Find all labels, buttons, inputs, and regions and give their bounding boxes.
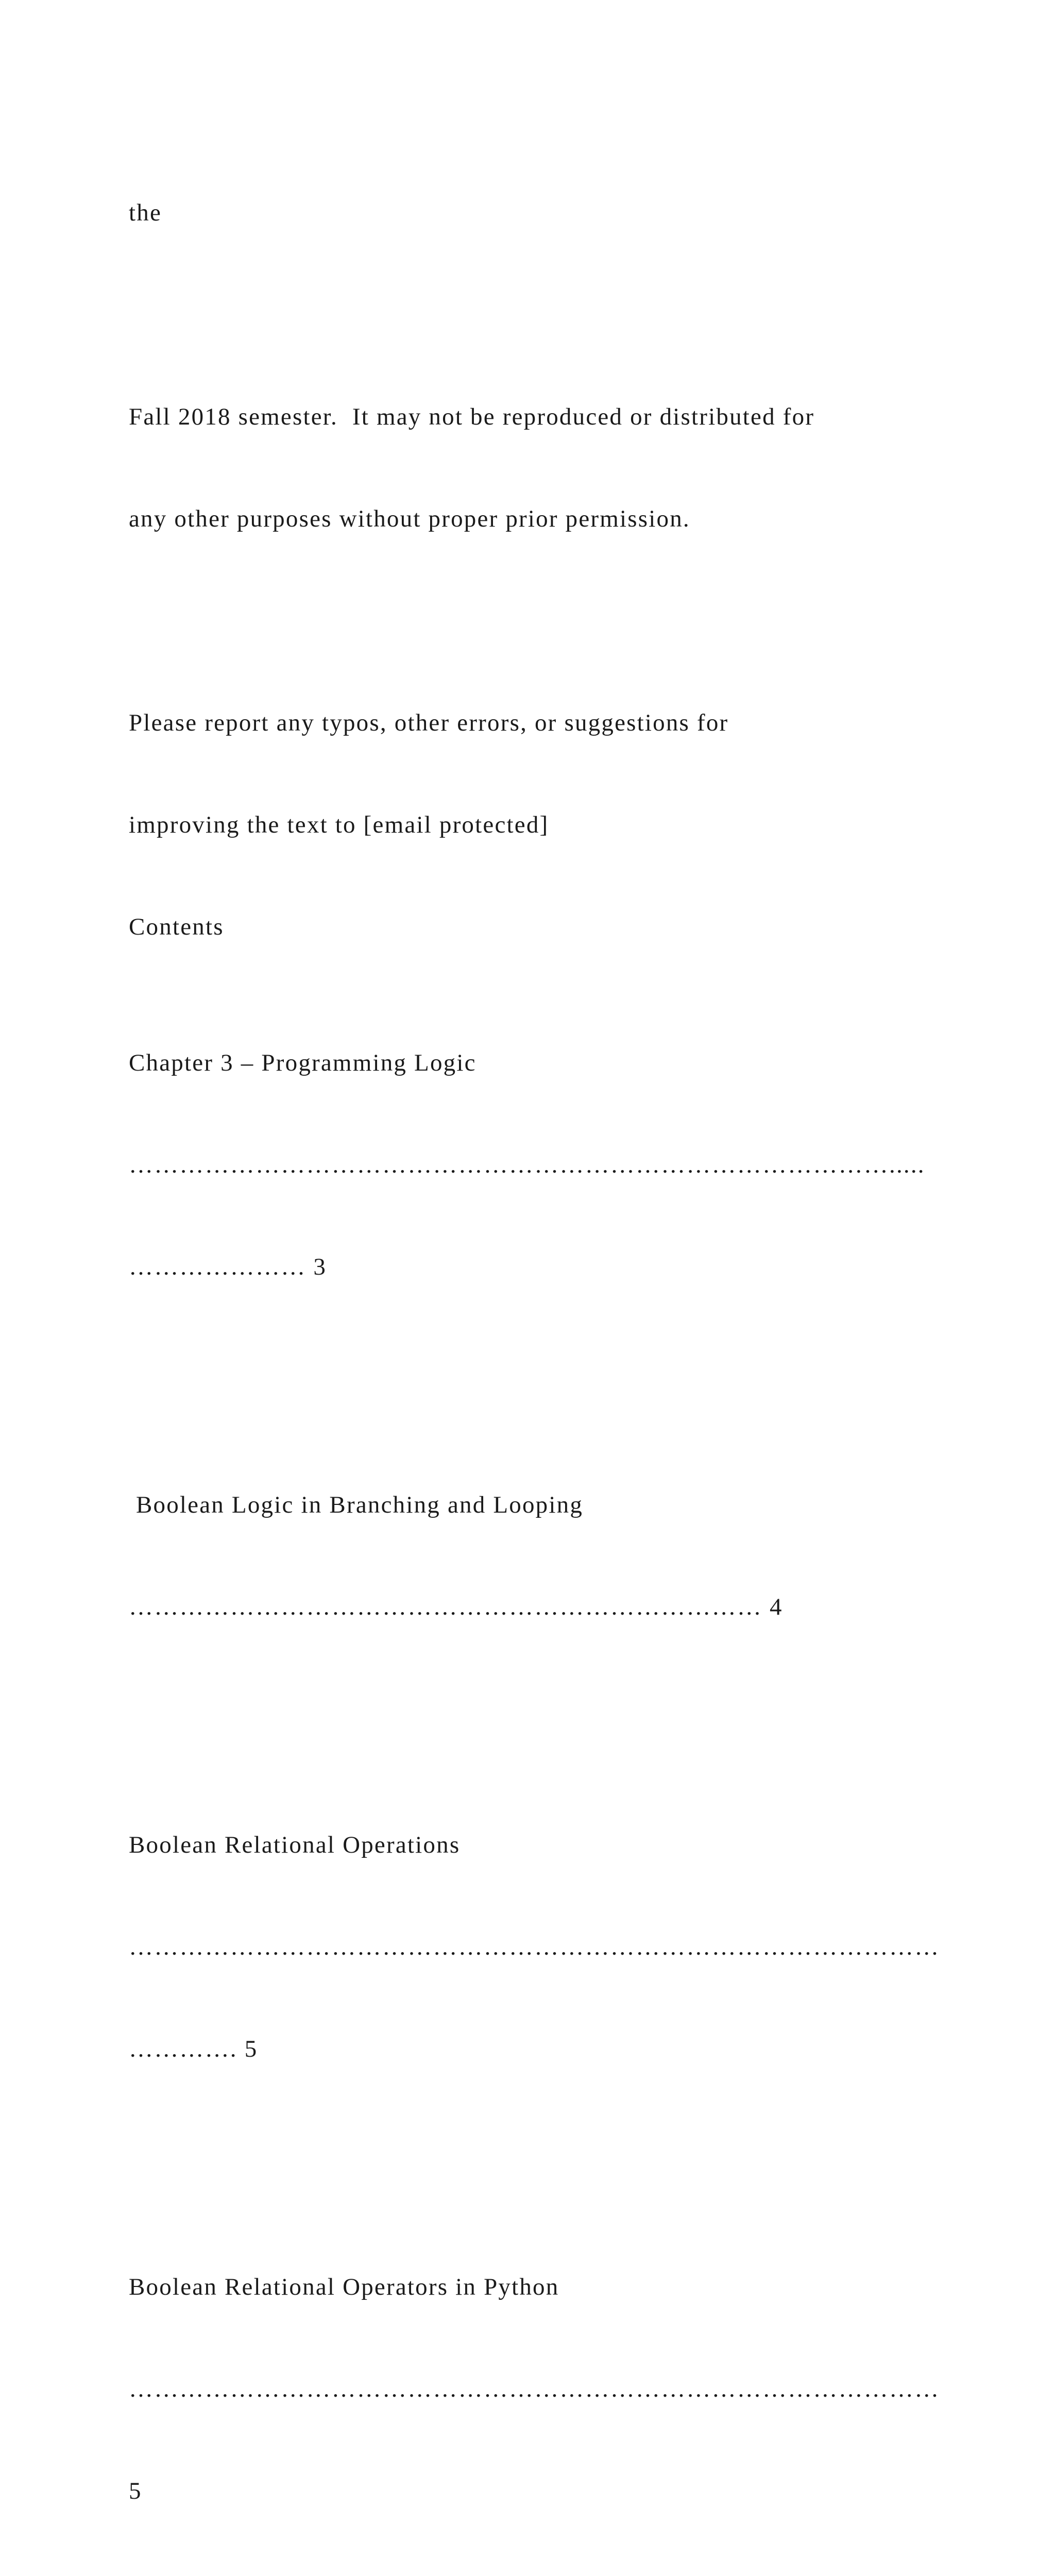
blank-line [129, 604, 943, 638]
toc-leader: …………………………………………………………………………………… [129, 1934, 940, 1960]
contents-heading: Contents [129, 913, 224, 940]
report-line: improving the text to [email protected] [129, 811, 549, 838]
notice-line: any other purposes without proper prior permission. [129, 505, 690, 532]
blank-line [129, 1692, 943, 1726]
toc-entry-title: Chapter 3 – Programming Logic [129, 1049, 477, 1076]
toc-leader: 5 [129, 2478, 142, 2504]
toc-leader: ………………… 3 [129, 1253, 327, 1280]
toc-entry-title: Boolean Logic in Branching and Looping [129, 1492, 584, 1518]
toc-leader: ………………………………………………………………………………..... [129, 1151, 925, 1178]
toc-leader: ………………………………………………………………… 4 [129, 1594, 783, 1620]
document-text [129, 128, 943, 2576]
toc-entry-title: Boolean Relational Operators in Python [129, 2274, 559, 2300]
toc-entry-title: Boolean Relational Operations [129, 1832, 461, 1858]
notice-line: Fall 2018 semester. It may not be reproduced or distributed for [129, 403, 815, 430]
report-line: Please report any typos, other errors, or suggestions for [129, 709, 729, 736]
intro-line: the [129, 199, 162, 226]
blank-line [129, 2134, 943, 2168]
blank-line [129, 1352, 943, 1386]
toc-leader: …………. 5 [129, 2036, 258, 2062]
toc-leader: …………………………………………………………………………………… [129, 2376, 940, 2402]
blank-line [129, 298, 943, 332]
